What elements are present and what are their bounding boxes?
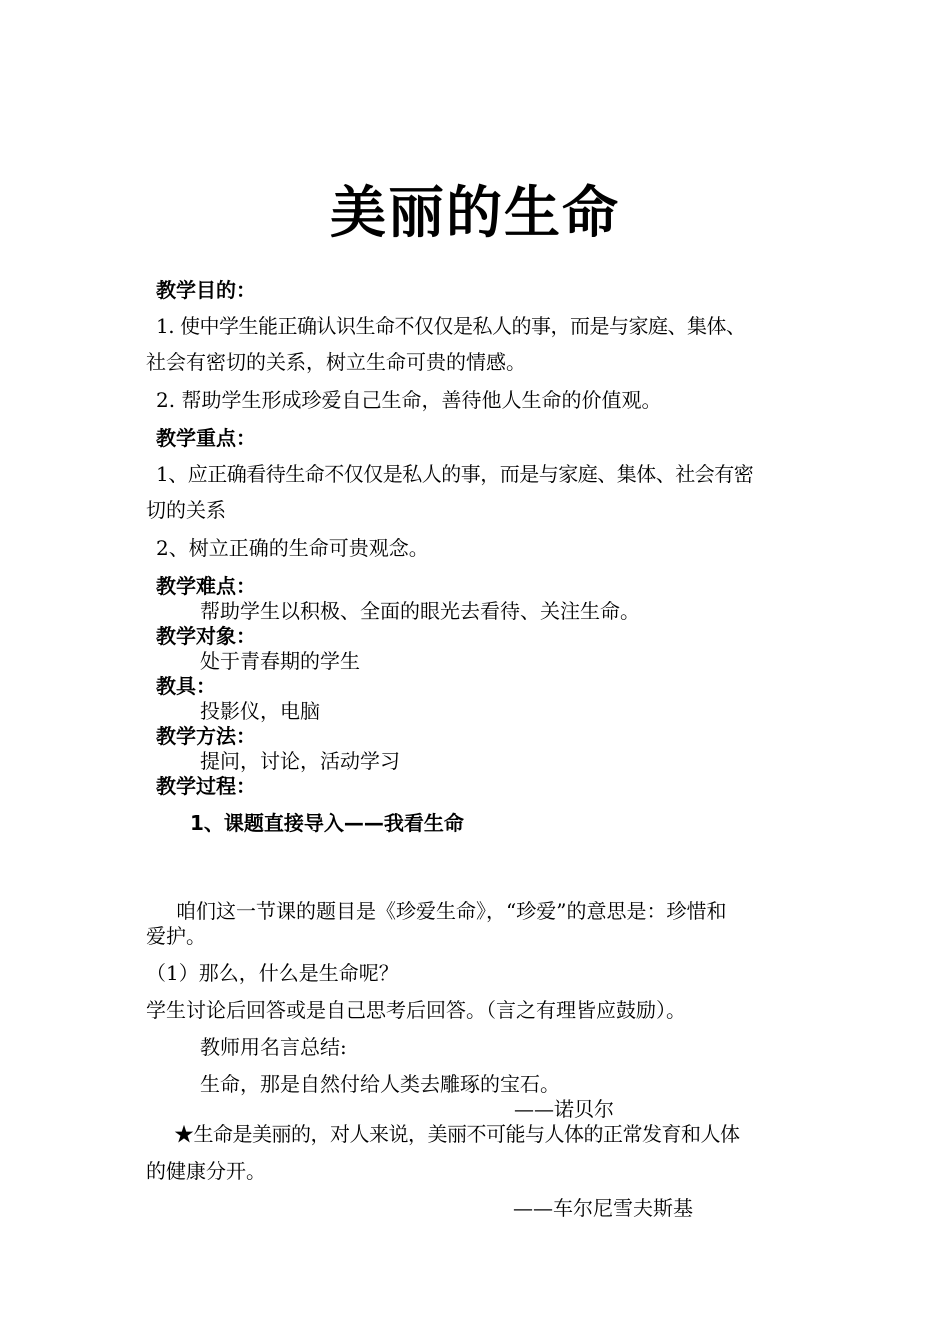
tools-text: 投影仪，电脑	[200, 699, 320, 723]
methods-text: 提问，讨论，活动学习	[200, 749, 400, 773]
quote-2-author: ——车尔尼雪夫斯基	[513, 1196, 693, 1220]
audience-heading: 教学对象：	[156, 624, 256, 648]
process-step-1: 1、课题直接导入——我看生命	[190, 811, 464, 835]
process-heading: 教学过程：	[156, 774, 256, 798]
key-points-heading: 教学重点：	[156, 426, 256, 450]
page-title: 美丽的生命	[330, 180, 620, 246]
objectives-heading: 教学目的：	[156, 278, 256, 302]
quote-2-line-1: ★生命是美丽的，对人来说，美丽不可能与人体的正常发育和人体	[174, 1122, 740, 1146]
key-point-1-line-2: 切的关系	[146, 498, 226, 522]
intro-line-2: 爱护。	[146, 924, 206, 948]
objective-1-line-1: 1. 使中学生能正确认识生命不仅仅是私人的事，而是与家庭、集体、	[156, 314, 746, 338]
quote-1: 生命，那是自然付给人类去雕琢的宝石。	[200, 1072, 560, 1096]
difficulties-heading: 教学难点：	[156, 574, 256, 598]
discussion-text: 学生讨论后回答或是自己思考后回答。（言之有理皆应鼓励）。	[146, 998, 686, 1022]
audience-text: 处于青春期的学生	[200, 649, 360, 673]
objective-1-line-2: 社会有密切的关系，树立生命可贵的情感。	[146, 350, 526, 374]
quote-1-author: ——诺贝尔	[514, 1097, 614, 1121]
objective-2: 2. 帮助学生形成珍爱自己生命，善待他人生命的价值观。	[156, 388, 662, 412]
question-text: （1）那么，什么是生命呢？	[146, 961, 399, 985]
tools-heading: 教具：	[156, 674, 216, 698]
methods-heading: 教学方法：	[156, 724, 256, 748]
intro-line-1: 咱们这一节课的题目是《珍爱生命》，“珍爱”的意思是：珍惜和	[176, 899, 727, 923]
key-point-1-line-1: 1、应正确看待生命不仅仅是私人的事，而是与家庭、集体、社会有密	[156, 462, 754, 486]
key-point-2: 2、树立正确的生命可贵观念。	[156, 536, 429, 560]
summary-label: 教师用名言总结:	[200, 1035, 347, 1059]
quote-2-line-2: 的健康分开。	[146, 1159, 266, 1183]
difficulties-text: 帮助学生以积极、全面的眼光去看待、关注生命。	[200, 599, 640, 623]
